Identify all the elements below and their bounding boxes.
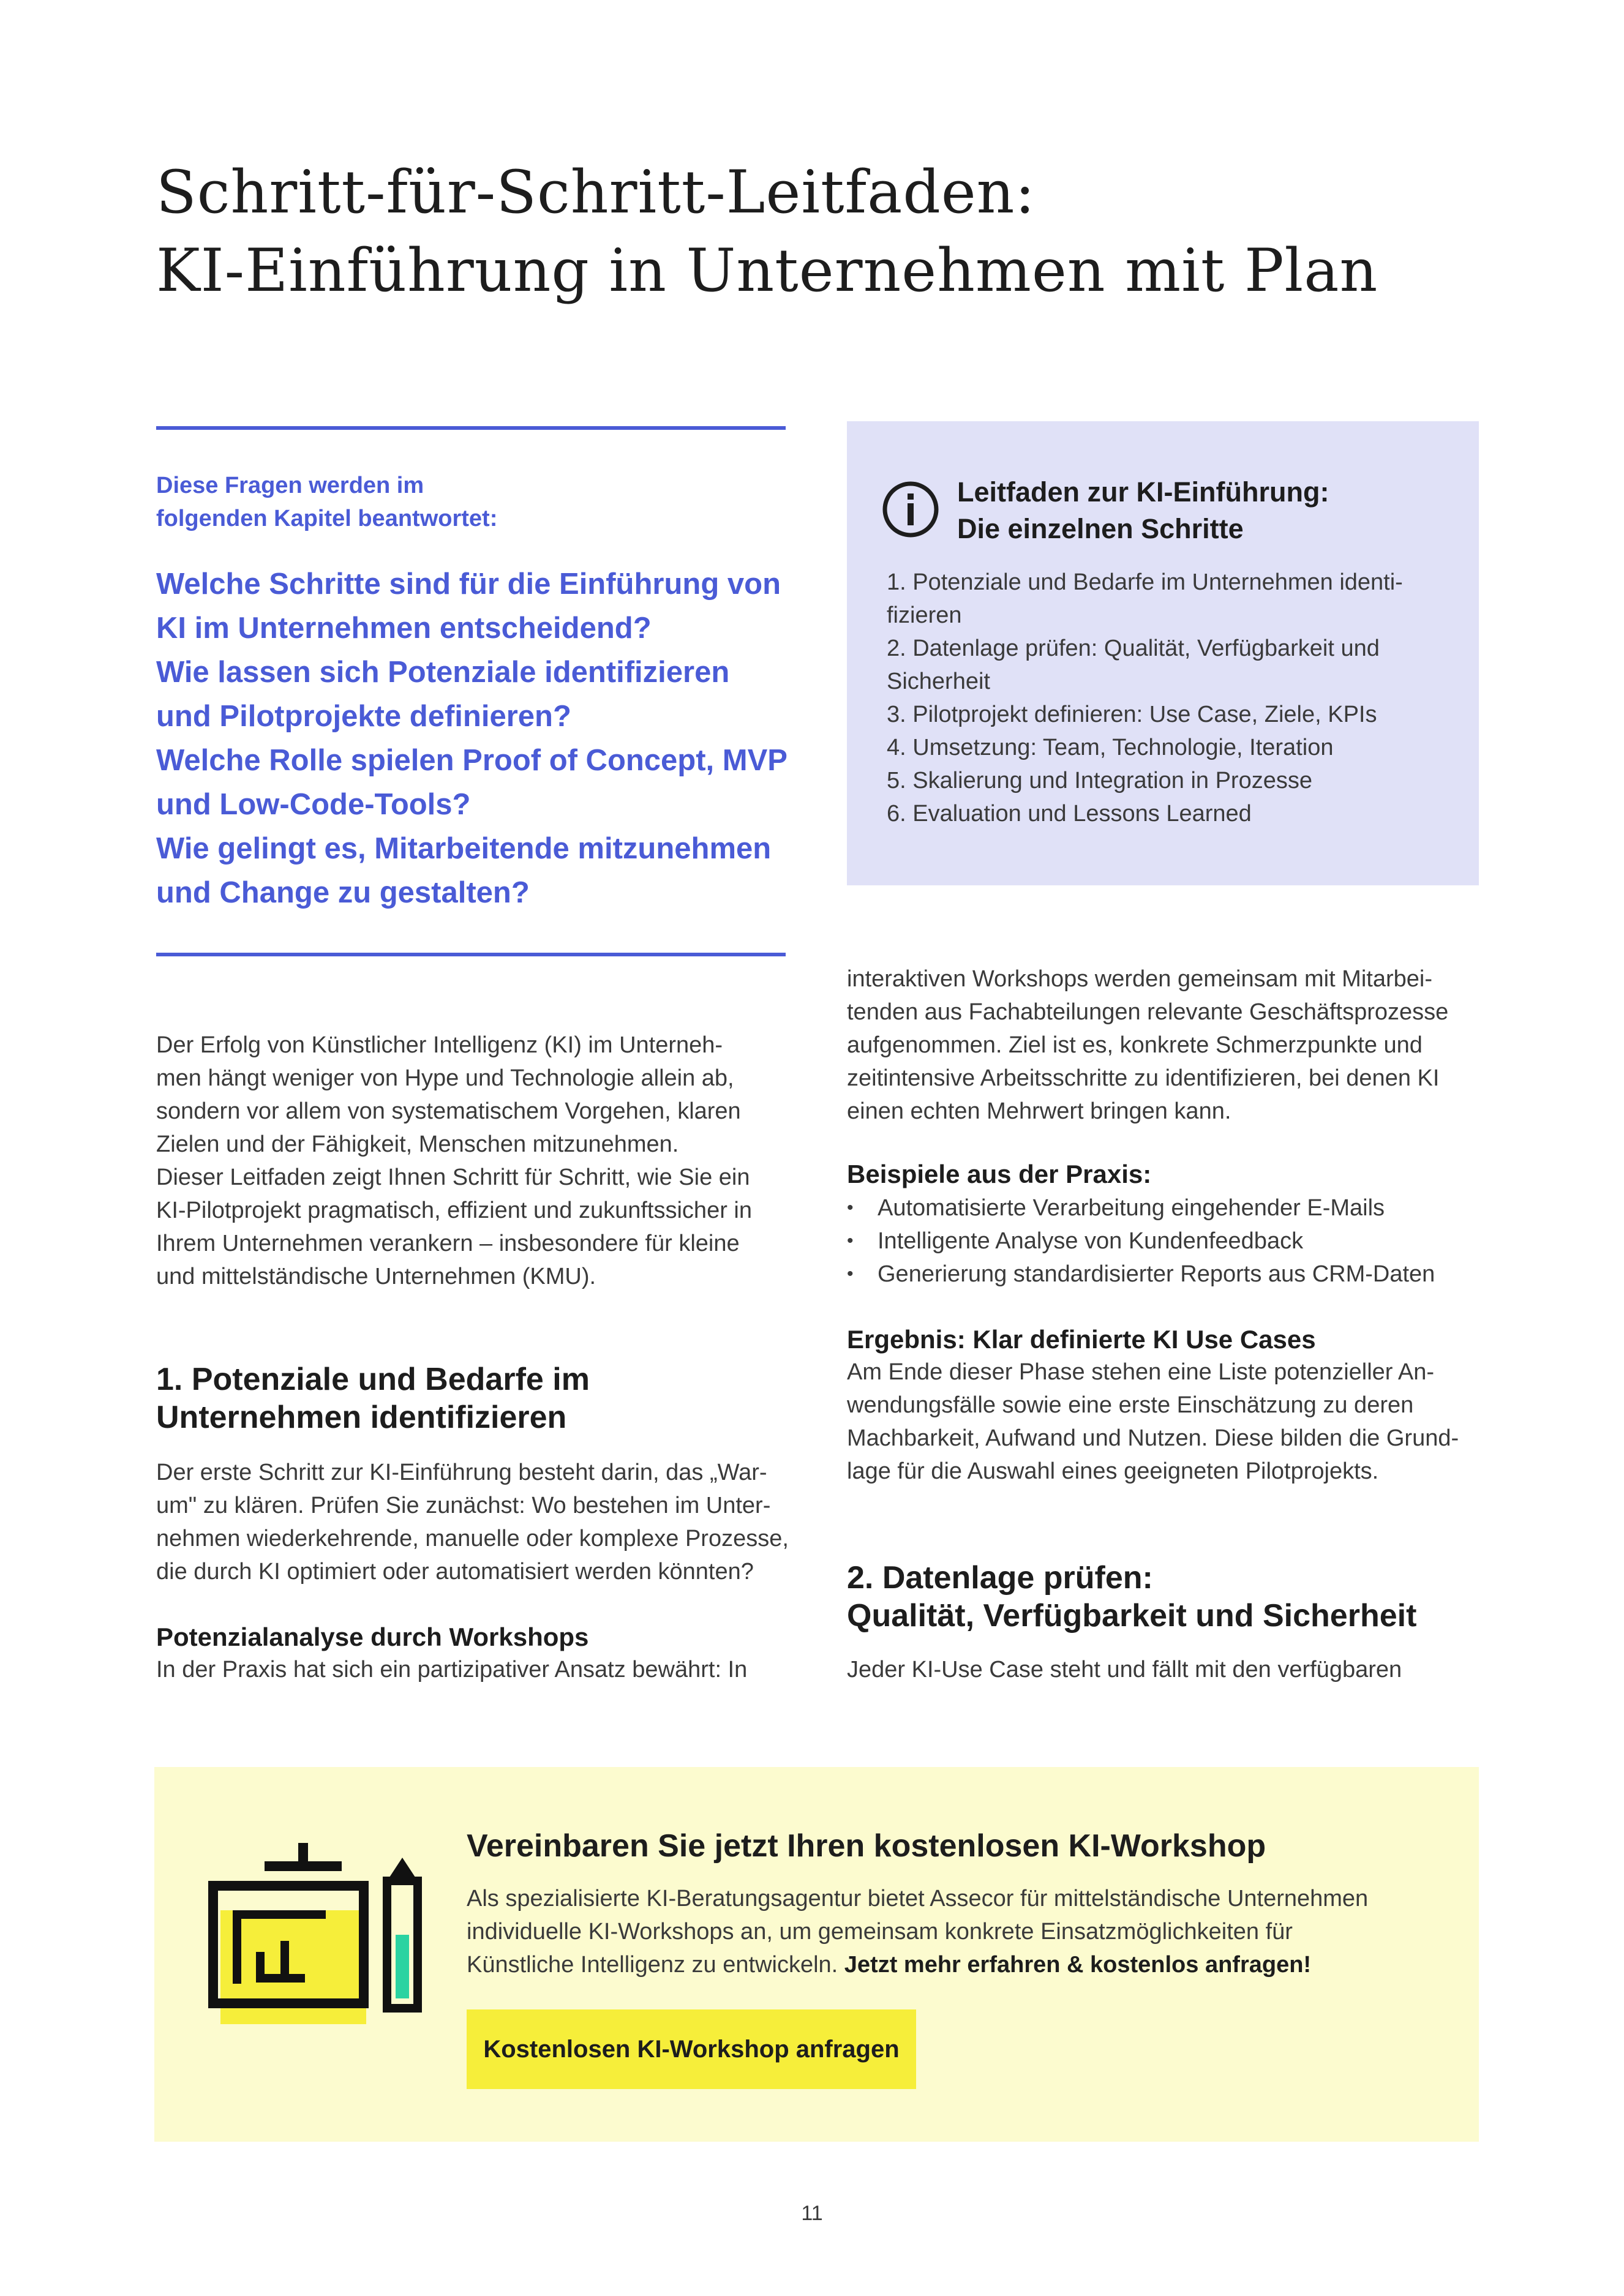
text-line: nehmen wiederkehrende, manuelle oder komplexe Prozesse, xyxy=(156,1526,789,1551)
question-item xyxy=(156,650,793,738)
section-2-paragraph xyxy=(847,1653,1402,1686)
page-title-line-1: Schritt-für-Schritt-Leitfaden: xyxy=(156,158,1036,227)
workshop-board-icon xyxy=(203,1843,430,2033)
text-line: interaktiven Workshops werden gemeinsam mit Mitarbei- xyxy=(847,966,1432,992)
page-number: 11 xyxy=(801,2202,823,2225)
workshops-paragraph xyxy=(156,1653,747,1686)
heading-line: Qualität, Verfügbarkeit und Sicherheit xyxy=(847,1598,1417,1634)
questions-top-rule xyxy=(156,426,786,430)
section-1-paragraph xyxy=(156,1456,789,1588)
example-item: • Generierung standardisierter Reports aus CRM-Daten xyxy=(847,1258,1435,1291)
page-title xyxy=(156,153,1503,310)
guide-heading xyxy=(957,474,1329,547)
text-line: tenden aus Fachabteilungen relevante Geschäftsprozesse xyxy=(847,999,1449,1025)
guide-step xyxy=(887,566,1450,632)
text-line: men hängt weniger von Hype und Technologie allein ab, xyxy=(156,1065,734,1091)
guide-step xyxy=(887,698,1450,731)
text-line: Ihrem Unternehmen verankern – insbesondere für kleine xyxy=(156,1231,740,1256)
guide-step-line: 3. Pilotprojekt definieren: Use Case, Ziele, KPIs xyxy=(887,702,1377,727)
guide-step xyxy=(887,764,1450,797)
page-title-line-2: KI-Einführung in Unternehmen mit Plan xyxy=(156,236,1378,305)
questions-intro-line: Diese Fragen werden im xyxy=(156,473,424,498)
guide-step xyxy=(887,632,1450,698)
text-line: um" zu klären. Prüfen Sie zunächst: Wo bestehen im Unter- xyxy=(156,1493,771,1518)
text-line: Jeder KI-Use Case steht und fällt mit den verfügbaren xyxy=(847,1657,1402,1683)
heading-line: 1. Potenziale und Bedarfe im xyxy=(156,1362,590,1397)
text-line-last xyxy=(467,1948,1368,1981)
questions-bottom-rule xyxy=(156,953,786,956)
text-line: Zielen und der Fähigkeit, Menschen mitzunehmen. xyxy=(156,1131,679,1157)
guide-box xyxy=(847,421,1479,885)
examples-list xyxy=(847,1191,1435,1291)
text-line: Machbarkeit, Aufwand und Nutzen. Diese bilden die Grund- xyxy=(847,1425,1459,1451)
workshop-cta-box xyxy=(154,1767,1479,2142)
guide-steps-list xyxy=(887,566,1450,830)
examples-heading: Beispiele aus der Praxis: xyxy=(847,1160,1152,1188)
example-item: • Automatisierte Verarbeitung eingehender E-Mails xyxy=(847,1191,1435,1225)
question-line: Wie lassen sich Potenziale identifizieren xyxy=(156,656,730,689)
heading-line: Unternehmen identifizieren xyxy=(156,1400,567,1435)
question-line: und Change zu gestalten? xyxy=(156,876,530,909)
question-item xyxy=(156,562,793,650)
guide-step-line: 1. Potenziale und Bedarfe im Unternehmen identi- xyxy=(887,569,1403,595)
questions-intro-line: folgenden Kapitel beantwortet: xyxy=(156,506,498,531)
text-line: In der Praxis hat sich ein partizipativer Ansatz bewährt: In xyxy=(156,1657,748,1683)
text-line: und mittelständische Unternehmen (KMU). xyxy=(156,1264,596,1289)
question-line: und Low-Code-Tools? xyxy=(156,788,471,821)
cta-text-end: Künstliche Intelligenz zu entwickeln. xyxy=(467,1952,838,1978)
cta-text-bold: Jetzt mehr erfahren & kostenlos anfragen! xyxy=(844,1952,1312,1978)
text-line: die durch KI optimiert oder automatisiert werden könnten? xyxy=(156,1559,754,1585)
text-line: lage für die Auswahl eines geeigneten Pilotprojekts. xyxy=(847,1458,1379,1484)
question-line: Welche Rolle spielen Proof of Concept, MVP xyxy=(156,744,788,777)
guide-step-line: fizieren xyxy=(887,602,962,628)
section-2-heading xyxy=(847,1559,1416,1635)
guide-heading-line: Leitfaden zur KI-Einführung: xyxy=(957,476,1329,508)
guide-step-line: Sicherheit xyxy=(887,669,990,694)
workshops-continued-paragraph xyxy=(847,962,1448,1128)
questions-list xyxy=(156,562,793,915)
guide-step xyxy=(887,797,1450,830)
text-line: KI-Pilotprojekt pragmatisch, effizient und zukunftssicher in xyxy=(156,1198,752,1223)
guide-step-line: 2. Datenlage prüfen: Qualität, Verfügbarkeit und xyxy=(887,636,1380,661)
info-icon xyxy=(881,480,940,539)
text-line: zeitintensive Arbeitsschritte zu identifizieren, bei denen KI xyxy=(847,1065,1440,1091)
questions-intro xyxy=(156,469,769,535)
text-line: Der Erfolg von Künstlicher Intelligenz (KI) im Unterneh- xyxy=(156,1032,723,1058)
text-line: aufgenommen. Ziel ist es, konkrete Schmerzpunkte und xyxy=(847,1032,1423,1058)
guide-step-line: 5. Skalierung und Integration in Prozesse xyxy=(887,768,1312,793)
cta-text xyxy=(467,1882,1368,1981)
text-line: Der erste Schritt zur KI-Einführung besteht darin, das „War- xyxy=(156,1460,767,1485)
heading-line: 2. Datenlage prüfen: xyxy=(847,1560,1153,1596)
text-line: Als spezialisierte KI-Beratungsagentur bietet Assecor für mittelständische Unternehmen xyxy=(467,1886,1369,1911)
question-line: Welche Schritte sind für die Einführung von xyxy=(156,568,781,601)
question-line: und Pilotprojekte definieren? xyxy=(156,700,571,733)
workshops-heading: Potenzialanalyse durch Workshops xyxy=(156,1623,589,1651)
intro-paragraph xyxy=(156,1029,752,1293)
text-line: sondern vor allem von systematischem Vorgehen, klaren xyxy=(156,1098,741,1124)
question-line: KI im Unternehmen entscheidend? xyxy=(156,612,652,645)
guide-heading-line: Die einzelnen Schritte xyxy=(957,513,1244,544)
text-line: einen echten Mehrwert bringen kann. xyxy=(847,1098,1231,1124)
text-line: wendungsfälle sowie eine erste Einschätzung zu deren xyxy=(847,1392,1414,1418)
section-1-heading xyxy=(156,1360,590,1436)
question-item xyxy=(156,738,793,827)
example-item: • Intelligente Analyse von Kundenfeedback xyxy=(847,1225,1435,1258)
text-line: Am Ende dieser Phase stehen eine Liste potenzieller An- xyxy=(847,1359,1435,1385)
result-paragraph xyxy=(847,1356,1459,1488)
result-heading: Ergebnis: Klar definierte KI Use Cases xyxy=(847,1325,1316,1354)
cta-title: Vereinbaren Sie jetzt Ihren kostenlosen KI-Workshop xyxy=(467,1828,1266,1864)
guide-step-line: 4. Umsetzung: Team, Technologie, Iteration xyxy=(887,735,1334,760)
request-workshop-button[interactable]: Kostenlosen KI-Workshop anfragen xyxy=(467,2009,916,2089)
guide-step xyxy=(887,731,1450,764)
guide-step-line: 6. Evaluation und Lessons Learned xyxy=(887,801,1252,827)
text-line: individuelle KI-Workshops an, um gemeinsam konkrete Einsatzmöglichkeiten für xyxy=(467,1919,1293,1945)
question-item xyxy=(156,827,793,915)
text-line: Dieser Leitfaden zeigt Ihnen Schritt für Schritt, wie Sie ein xyxy=(156,1165,750,1190)
question-line: Wie gelingt es, Mitarbeitende mitzunehmen xyxy=(156,832,772,865)
